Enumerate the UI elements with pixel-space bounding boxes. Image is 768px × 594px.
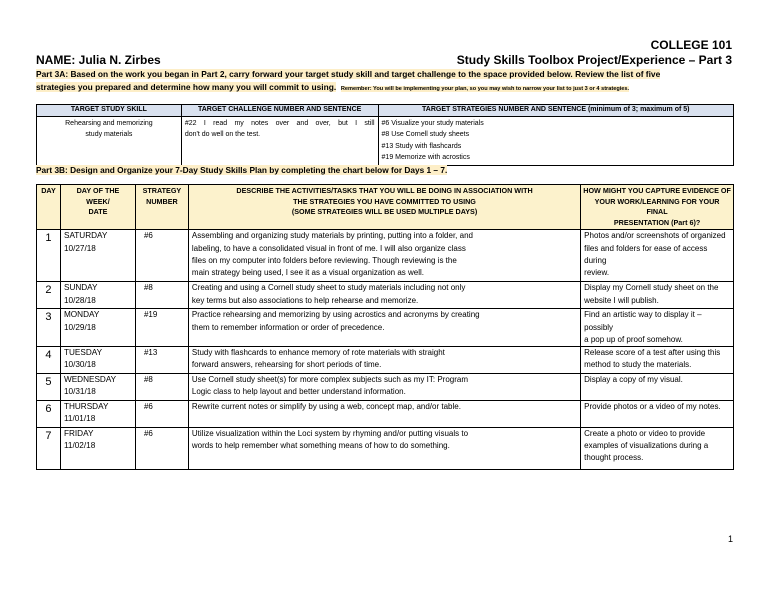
desc-line: files on my computer into folders before reviewing. Though reviewing is the	[191, 255, 457, 265]
plan-row-day-4	[37, 346, 734, 373]
evidence-description	[581, 346, 734, 373]
date: 11/02/18	[63, 441, 96, 451]
plan-row-day-7	[37, 427, 734, 469]
target-skill-cell	[37, 117, 182, 166]
header-evidence	[581, 185, 734, 230]
evidence-line: Photos and/or screenshots of organized	[584, 231, 726, 241]
evidence-line: Display a copy of my visual.	[584, 374, 683, 384]
header-target-strategies: TARGET STRATEGIES NUMBER AND SENTENCE (minimum of 3; maximum of 5)	[378, 105, 733, 117]
strategy-item: #13 Study with flashcards	[381, 142, 462, 150]
evidence-line: Provide photos or a video of my notes.	[584, 401, 721, 411]
plan-table-header	[37, 185, 734, 230]
day-date-cell	[60, 373, 135, 400]
evidence-line: Display my Cornell study sheet on the	[584, 283, 719, 293]
date: 10/30/18	[63, 360, 96, 370]
weekday: SUNDAY	[63, 283, 98, 293]
part-3a-line-1: Part 3A: Based on the work you began in Part 2, carry forward your target study skill and target challenge to the space provided below. Review the list of five	[36, 69, 661, 79]
strategy-number: #8	[135, 282, 188, 309]
header-line: (SOME STRATEGIES WILL BE USED MULTIPLE DAYS)	[291, 207, 478, 217]
desc-line: Creating and using a Cornell study sheet to study materials including not only	[191, 283, 466, 293]
project-title: Study Skills Toolbox Project/Experience – Part 3	[456, 53, 732, 67]
desc-line: Rewrite current notes or simplify by using a web, concept map, and/or table.	[191, 401, 461, 411]
strategy-item: #19 Memorize with acrostics	[381, 154, 470, 162]
day-number: 6	[37, 400, 61, 427]
day-number: 3	[37, 309, 61, 347]
desc-line: them to remember information or order of precedence.	[191, 322, 385, 332]
header-strategy-number	[135, 185, 188, 230]
day-date-cell	[60, 282, 135, 309]
day-date-cell	[60, 400, 135, 427]
date: 10/28/18	[63, 295, 96, 305]
evidence-description	[581, 373, 734, 400]
strategy-number: #8	[135, 373, 188, 400]
header-line: DAY OF THE	[76, 186, 120, 195]
strategy-item: #6 Visualize your study materials	[381, 120, 484, 127]
part-3b-text: Part 3B: Design and Organize your 7-Day Study Skills Plan by completing the chart below for Days 1 – 7.	[36, 165, 448, 175]
date: 11/01/18	[63, 414, 96, 424]
strategy-number: #6	[135, 230, 188, 282]
target-skill-line: study materials	[85, 131, 133, 139]
day-date-cell	[60, 230, 135, 282]
plan-row-day-3	[37, 309, 734, 347]
plan-row-day-6	[37, 400, 734, 427]
desc-line: Utilize visualization within the Loci system by rhyming and/or putting visuals to	[191, 428, 469, 438]
target-challenge-cell	[181, 117, 378, 166]
desc-line: forward answers, rehearsing for short periods of time.	[191, 360, 382, 370]
evidence-line: Release score of a test after using this	[584, 347, 721, 357]
part-3a-remember-note: Remember: You will be implementing your plan, so you may wish to narrow your list to just 3 or 4 strategies.	[340, 86, 630, 92]
header-day-of-week	[60, 185, 135, 230]
desc-line: Logic class to help layout and better understand information.	[191, 387, 406, 397]
evidence-line: examples of visualizations during a	[584, 441, 709, 451]
evidence-line: review.	[584, 267, 610, 277]
desc-line: words to help remember what something means of how to do something.	[191, 441, 450, 451]
activity-description	[188, 373, 580, 400]
header-line: THE STRATEGIES YOU HAVE COMMITTED TO USING	[293, 196, 476, 206]
weekday: WEDNESDAY	[63, 374, 117, 384]
evidence-line: method to study the materials.	[584, 360, 692, 370]
target-table	[36, 104, 734, 166]
part-3a-line-2: strategies you prepared and determine how many you will commit to using.	[36, 82, 337, 92]
weekday: FRIDAY	[63, 428, 94, 438]
strategy-number: #13	[135, 346, 188, 373]
header-day: DAY	[37, 185, 61, 230]
header-line: WEEK/	[86, 196, 110, 206]
evidence-description	[581, 427, 734, 469]
target-challenge-line: #22 I read my notes over and over, but I still	[184, 120, 375, 127]
desc-line: main strategy being used, I see it as a visual organization as well.	[191, 267, 425, 277]
strategy-number: #19	[135, 309, 188, 347]
header-line: HOW MIGHT YOU CAPTURE EVIDENCE OF	[583, 186, 731, 195]
header-line: NUMBER	[146, 196, 178, 206]
part-3b-instructions	[36, 164, 734, 177]
plan-table	[36, 184, 734, 470]
date: 10/27/18	[63, 243, 96, 253]
evidence-description	[581, 400, 734, 427]
date: 10/29/18	[63, 322, 96, 332]
activity-description	[188, 282, 580, 309]
desc-line: Use Cornell study sheet(s) for more complex subjects such as my IT: Program	[191, 374, 468, 384]
target-table-header	[37, 105, 734, 117]
day-number: 1	[37, 230, 61, 282]
header-target-challenge: TARGET CHALLENGE NUMBER AND SENTENCE	[181, 105, 378, 117]
strategy-number: #6	[135, 400, 188, 427]
course-title: COLLEGE 101	[650, 38, 732, 52]
evidence-line: Create a photo or video to provide	[584, 428, 706, 438]
activity-description	[188, 309, 580, 347]
plan-row-day-1	[37, 230, 734, 282]
weekday: TUESDAY	[63, 347, 103, 357]
evidence-line: thought process.	[584, 453, 644, 463]
day-date-cell	[60, 309, 135, 347]
strategy-item: #8 Use Cornell study sheets	[381, 131, 470, 139]
desc-line: Practice rehearsing and memorizing by using acrostics and acronyms by creating	[191, 310, 480, 320]
target-challenge-line: don't do well on the test.	[184, 131, 261, 139]
day-date-cell	[60, 346, 135, 373]
header-line: YOUR WORK/LEARNING FOR YOUR FINAL	[594, 196, 720, 217]
target-table-row	[37, 117, 734, 166]
page-number: 1	[727, 534, 733, 544]
target-strategies-cell	[378, 117, 733, 166]
activity-description	[188, 346, 580, 373]
desc-line: key terms but also associations to help rehearse and memorize.	[191, 295, 419, 305]
activity-description	[188, 427, 580, 469]
student-name: NAME: Julia N. Zirbes	[36, 53, 161, 67]
desc-line: Assembling and organizing study materials by printing, putting into a folder, and	[191, 231, 473, 241]
header-line: DESCRIBE THE ACTIVITIES/TASKS THAT YOU WILL BE DOING IN ASSOCIATION WITH	[236, 186, 533, 195]
part-3a-instructions	[36, 68, 734, 96]
header-line: STRATEGY	[142, 186, 182, 195]
header-line: PRESENTATION (Part 6)?	[613, 217, 701, 227]
day-date-cell	[60, 427, 135, 469]
weekday: THURSDAY	[63, 401, 109, 411]
activity-description	[188, 230, 580, 282]
desc-line: Study with flashcards to enhance memory of rote materials with straight	[191, 347, 445, 357]
evidence-line: website I will publish.	[584, 295, 659, 305]
evidence-description	[581, 230, 734, 282]
evidence-line: a pop up of proof somehow.	[584, 334, 683, 344]
weekday: MONDAY	[63, 310, 100, 320]
day-number: 7	[37, 427, 61, 469]
evidence-line: Find an artistic way to display it – possibly	[584, 310, 702, 332]
plan-row-day-2	[37, 282, 734, 309]
plan-row-day-5	[37, 373, 734, 400]
evidence-description	[581, 309, 734, 347]
desc-line: labeling, to have a consolidated visual in front of me. I will also organize class	[191, 243, 466, 253]
strategy-number: #6	[135, 427, 188, 469]
activity-description	[188, 400, 580, 427]
weekday: SATURDAY	[63, 231, 108, 241]
evidence-line: files and folders for ease of access during	[584, 243, 708, 265]
date: 10/31/18	[63, 387, 96, 397]
evidence-description	[581, 282, 734, 309]
day-number: 2	[37, 282, 61, 309]
header-describe-activities	[188, 185, 580, 230]
header-target-skill: TARGET STUDY SKILL	[37, 105, 182, 117]
day-number: 4	[37, 346, 61, 373]
day-number: 5	[37, 373, 61, 400]
header-line: DATE	[88, 207, 108, 217]
target-skill-line: Rehearsing and memorizing	[65, 120, 153, 127]
